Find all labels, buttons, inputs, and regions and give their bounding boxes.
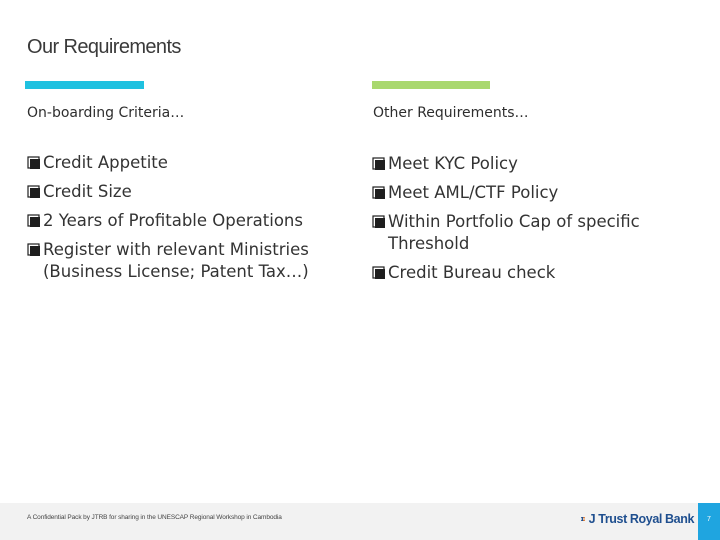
checkbox-bullet-icon	[372, 157, 386, 171]
right-bullet-list	[372, 153, 702, 291]
bank-logo	[580, 507, 694, 531]
slide-title: Our Requirements	[27, 36, 181, 58]
bullet-text: 2 Years of Profitable Operations	[43, 211, 303, 230]
checkbox-bullet-icon	[27, 185, 41, 199]
checkbox-bullet-icon	[372, 266, 386, 280]
bullet-text: Within Portfolio Cap of specific Threshold	[388, 212, 640, 253]
page-number: 7	[707, 516, 711, 523]
checkbox-bullet-icon	[27, 243, 41, 257]
list-item	[27, 239, 357, 283]
bullet-text: Meet AML/CTF Policy	[388, 183, 559, 202]
footer	[0, 503, 720, 540]
right-column-heading: Other Requirements…	[373, 105, 529, 121]
left-bullet-list	[27, 152, 357, 290]
footer-confidential-text: A Confidential Pack by JTRB for sharing in the UNESCAP Regional Workshop in Cambodia	[27, 514, 282, 521]
checkbox-bullet-icon	[372, 186, 386, 200]
list-item	[372, 211, 702, 255]
list-item	[27, 152, 357, 174]
bullet-text: Credit Appetite	[43, 153, 168, 172]
list-item	[372, 262, 702, 284]
checkbox-bullet-icon	[372, 215, 386, 229]
bullet-text: Credit Bureau check	[388, 263, 556, 282]
left-accent-bar	[25, 81, 144, 89]
checkbox-bullet-icon	[27, 156, 41, 170]
list-item	[372, 153, 702, 175]
logo-text: J Trust Royal Bank	[588, 512, 694, 526]
right-accent-bar	[372, 81, 490, 89]
checkbox-bullet-icon	[27, 214, 41, 228]
list-item	[372, 182, 702, 204]
bullet-text: Meet KYC Policy	[388, 154, 518, 173]
page-number-box	[698, 503, 720, 540]
bullet-text: Credit Size	[43, 182, 132, 201]
list-item	[27, 210, 357, 232]
j-trust-logo-icon	[580, 509, 586, 529]
bullet-text: Register with relevant Ministries (Business License; Patent Tax…)	[43, 240, 309, 281]
left-column-heading: On-boarding Criteria…	[27, 105, 185, 121]
list-item	[27, 181, 357, 203]
